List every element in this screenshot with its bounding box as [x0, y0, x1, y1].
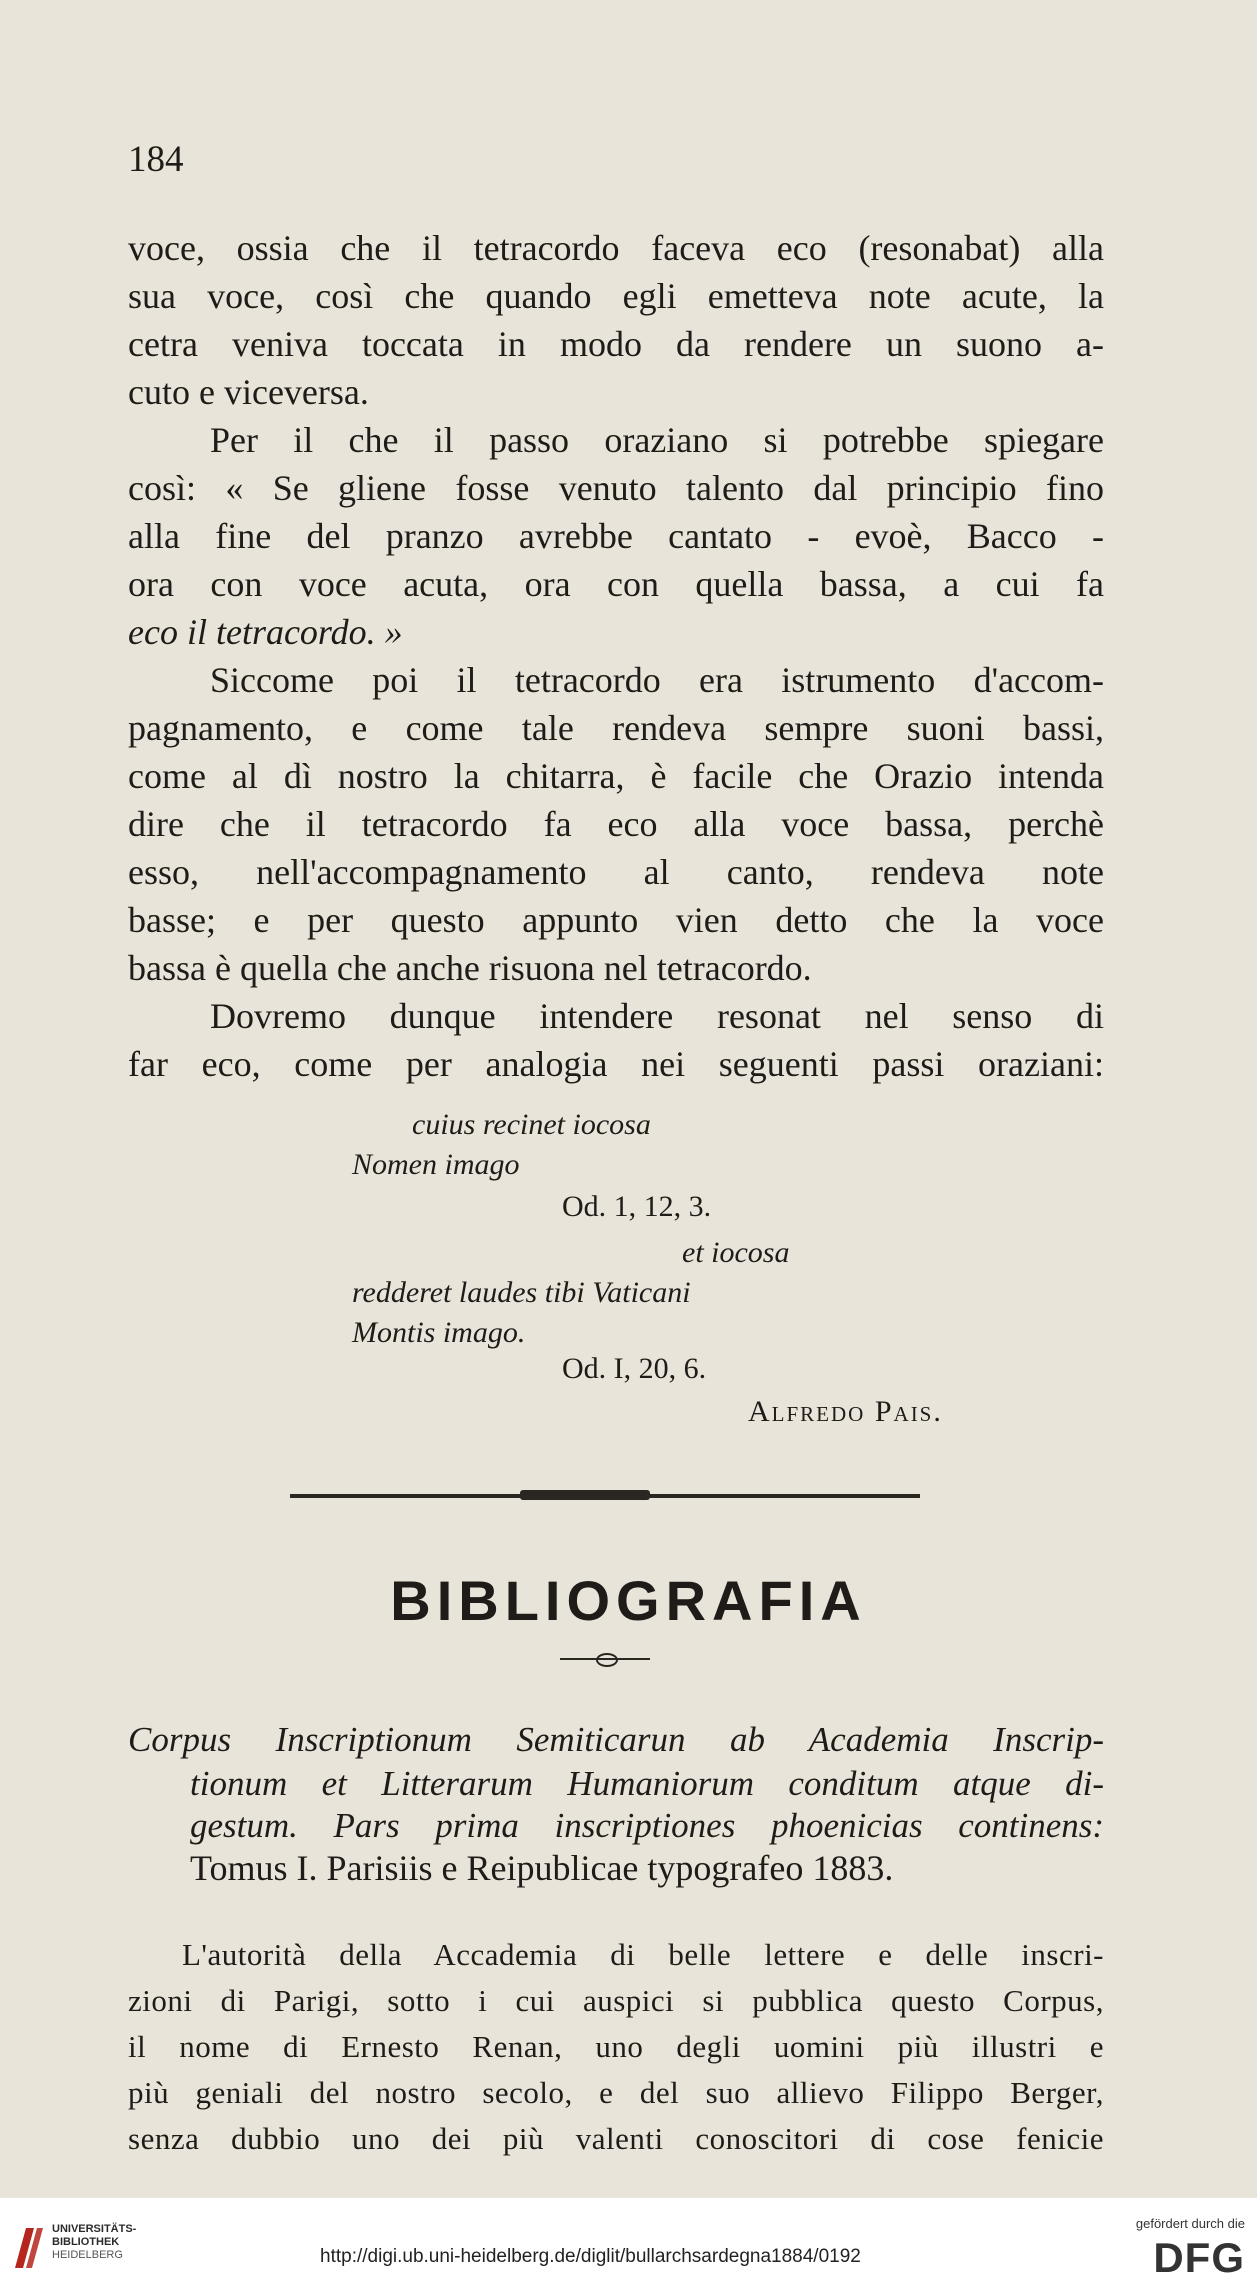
section-heading: BIBLIOGRAFIA: [390, 1569, 867, 1632]
funding-note: gefördert durch die: [1135, 2216, 1245, 2231]
text-line: sua voce, così che quando egli emetteva note acute, la: [128, 276, 1104, 316]
bibliography-title-line: Corpus Inscriptionum Semiticarun ab Academia Inscrip-: [128, 1720, 1104, 1759]
author-signature: Alfredo Pais.: [748, 1395, 943, 1428]
quote-reference: Od. 1, 12, 3.: [562, 1190, 712, 1223]
viewer-footer: [0, 2198, 1257, 2293]
text-line: dire che il tetracordo fa eco alla voce bassa, perchè: [128, 804, 1104, 844]
divider-ornament: [520, 1490, 650, 1500]
library-name: UNIVERSITÄTS- BIBLIOTHEK HEIDELBERG: [52, 2223, 137, 2261]
text-line: cetra veniva toccata in modo da rendere un suono a-: [128, 324, 1104, 364]
heading-flourish-ornament: [596, 1653, 618, 1667]
text-line: esso, nell'accompagnamento al canto, rendeva note: [128, 852, 1104, 892]
text-line: bassa è quella che anche risuona nel tetracordo.: [128, 948, 812, 988]
bibliography-imprint: Tomus I. Parisiis e Reipublicae typografeo 1883.: [190, 1848, 894, 1888]
quote-line: Nomen imago: [352, 1148, 520, 1181]
text-line: Per il che il passo oraziano si potrebbe spiegare: [210, 420, 1104, 460]
quote-line: cuius recinet iocosa: [412, 1108, 651, 1141]
text-line: L'autorità della Accademia di belle lettere e delle inscri-: [182, 1937, 1104, 1972]
dfg-logo: DFG: [1153, 2234, 1245, 2281]
text-line: basse; e per questo appunto vien detto che la voce: [128, 900, 1104, 940]
text-line: più geniali del nostro secolo, e del suo allievo Filippo Berger,: [128, 2075, 1104, 2110]
text-line: ora con voce acuta, ora con quella bassa, a cui fa: [128, 564, 1104, 604]
text-line: cuto e viceversa.: [128, 372, 369, 412]
text-line: zioni di Parigi, sotto i cui auspici si pubblica questo Corpus,: [128, 1983, 1104, 2018]
text-line: alla fine del pranzo avrebbe cantato - evoè, Bacco -: [128, 516, 1104, 556]
quote-line: Montis imago.: [352, 1316, 526, 1349]
quote-reference: Od. I, 20, 6.: [562, 1352, 707, 1385]
quote-line: et iocosa: [682, 1236, 790, 1269]
university-library-logo-icon: [12, 2222, 46, 2272]
text-line: pagnamento, e come tale rendeva sempre suoni bassi,: [128, 708, 1104, 748]
bibliography-title-line: gestum. Pars prima inscriptiones phoenicias continens:: [190, 1806, 1104, 1845]
text-line: così: « Se gliene fosse venuto talento dal principio fino: [128, 468, 1104, 508]
page-number: 184: [128, 139, 184, 180]
text-line: Dovremo dunque intendere resonat nel senso di: [210, 996, 1104, 1036]
text-line: come al dì nostro la chitarra, è facile che Orazio intenda: [128, 756, 1104, 796]
text-line: il nome di Ernesto Renan, uno degli uomini più illustri e: [128, 2029, 1104, 2064]
document-url-link[interactable]: http://digi.ub.uni-heidelberg.de/diglit/bullarchsardegna1884/0192: [320, 2246, 861, 2267]
text-line: far eco, come per analogia nei seguenti passi oraziani:: [128, 1044, 1104, 1084]
text-line: senza dubbio uno dei più valenti conoscitori di cose fenicie: [128, 2121, 1104, 2156]
bibliography-title-line: tionum et Litterarum Humaniorum conditum atque di-: [190, 1764, 1104, 1803]
text-line: eco il tetracordo. »: [128, 612, 403, 652]
text-line: voce, ossia che il tetracordo faceva eco (resonabat) alla: [128, 228, 1104, 268]
text-line: Siccome poi il tetracordo era istrumento d'accom-: [210, 660, 1104, 700]
quote-line: redderet laudes tibi Vaticani: [352, 1276, 691, 1309]
